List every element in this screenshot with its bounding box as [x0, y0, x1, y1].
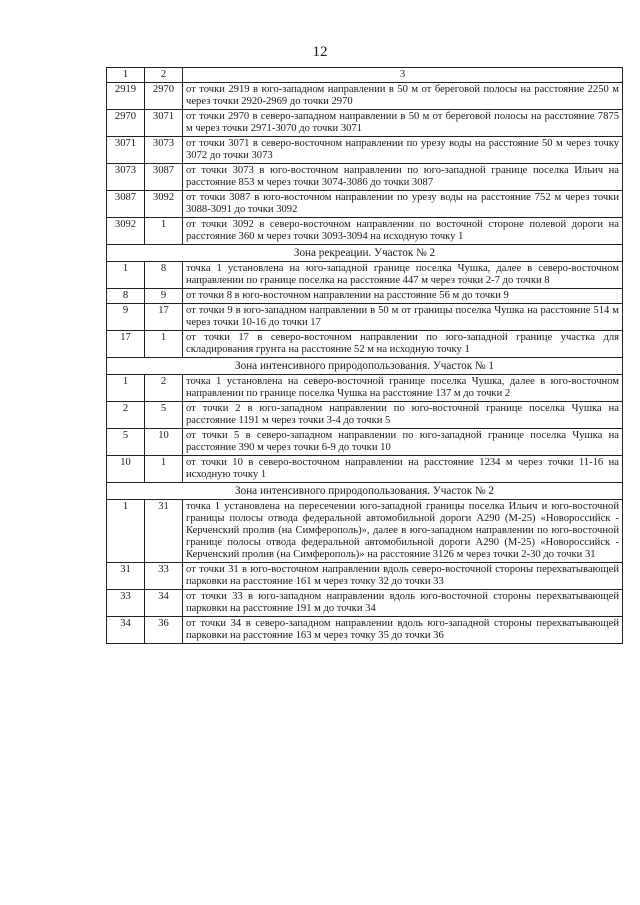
column-header-to: 2 — [145, 68, 183, 83]
table-header-row — [107, 68, 623, 83]
table-row — [107, 617, 623, 644]
segment-description-cell: точка 1 установлена на юго-западной границе поселка Чушка, далее в северо-восточном направлении по границе поселка на расстояние 447 м через точки 2-7 до точки 8 — [183, 262, 623, 289]
segment-description-cell: точка 1 установлена на северо-восточной границе поселка Чушка, далее в юго-восточном направлении по границе поселка Чушка на расстояние 137 м до точки 2 — [183, 375, 623, 402]
point-to-cell: 10 — [145, 429, 183, 456]
segment-description-cell: от точки 8 в юго-восточном направлении на расстояние 56 м до точки 9 — [183, 289, 623, 304]
point-from-cell: 10 — [107, 456, 145, 483]
table-row — [107, 304, 623, 331]
table-row — [107, 262, 623, 289]
segment-description-cell: от точки 3071 в северо-восточном направлении по урезу воды на расстояние 50 м через точку 3072 до точки 3073 — [183, 137, 623, 164]
point-to-cell: 2970 — [145, 83, 183, 110]
table-row — [107, 402, 623, 429]
point-to-cell: 3071 — [145, 110, 183, 137]
column-header-description: 3 — [183, 68, 623, 83]
table-row — [107, 331, 623, 358]
table-row — [107, 191, 623, 218]
point-from-cell: 2970 — [107, 110, 145, 137]
point-from-cell: 3087 — [107, 191, 145, 218]
table-row — [107, 500, 623, 563]
point-from-cell: 9 — [107, 304, 145, 331]
table-row — [107, 375, 623, 402]
point-from-cell: 3092 — [107, 218, 145, 245]
point-to-cell: 3073 — [145, 137, 183, 164]
segment-description-cell: от точки 9 в юго-западном направлении в 50 м от границы поселка Чушка на расстояние 514 м через точки 10-16 до точки 17 — [183, 304, 623, 331]
segment-description-cell: точка 1 установлена на пересечении юго-западной границы поселка Ильич и юго-восточной границы полосы отвода федеральной автомобильной дороги А290 (М-25) «Новороссийск - Керченский пролив (на Симферополь)», далее в юго-западном направлении по юго-восточной границе полосы отвода федеральной автомобильной дороги А290 (М-25) «Новороссийск - Керченский пролив (на Симферополь)» на расстояние 3126 м через точки 2-30 до точки 31 — [183, 500, 623, 563]
segment-description-cell: от точки 3073 в юго-восточном направлении по юго-западной границе поселка Ильич на расстояние 853 м через точки 3074-3086 до точки 3087 — [183, 164, 623, 191]
segment-description-cell: от точки 3087 в юго-восточном направлении по урезу воды на расстояние 752 м через точки 3088-3091 до точки 3092 — [183, 191, 623, 218]
table-row — [107, 110, 623, 137]
point-from-cell: 17 — [107, 331, 145, 358]
segment-description-cell: от точки 2919 в юго-западном направлении в 50 м от береговой полосы на расстояние 2250 м через точки 2920-2969 до точки 2970 — [183, 83, 623, 110]
point-to-cell: 1 — [145, 331, 183, 358]
table-row — [107, 429, 623, 456]
point-from-cell: 3071 — [107, 137, 145, 164]
point-from-cell: 3073 — [107, 164, 145, 191]
point-from-cell: 2 — [107, 402, 145, 429]
table-body — [107, 68, 623, 644]
point-from-cell: 1 — [107, 375, 145, 402]
point-to-cell: 5 — [145, 402, 183, 429]
section-title: Зона рекреации. Участок № 2 — [107, 245, 623, 262]
segment-description-cell: от точки 10 в северо-восточном направлении на расстояние 1234 м через точки 11-16 на исходную точку 1 — [183, 456, 623, 483]
section-title: Зона интенсивного природопользования. Участок № 2 — [107, 483, 623, 500]
table-row — [107, 164, 623, 191]
point-to-cell: 3092 — [145, 191, 183, 218]
table-row — [107, 289, 623, 304]
point-to-cell: 1 — [145, 218, 183, 245]
point-from-cell: 34 — [107, 617, 145, 644]
point-from-cell: 31 — [107, 563, 145, 590]
point-to-cell: 8 — [145, 262, 183, 289]
table-row — [107, 218, 623, 245]
point-from-cell: 33 — [107, 590, 145, 617]
page-number: 12 — [312, 44, 328, 60]
point-to-cell: 2 — [145, 375, 183, 402]
point-to-cell: 3087 — [145, 164, 183, 191]
section-heading-row — [107, 483, 623, 500]
point-to-cell: 9 — [145, 289, 183, 304]
table-row — [107, 83, 623, 110]
segment-description-cell: от точки 2 в юго-западном направлении по юго-восточной границе поселка Чушка на расстояние 1191 м через точки 3-4 до точки 5 — [183, 402, 623, 429]
point-from-cell: 1 — [107, 262, 145, 289]
segment-description-cell: от точки 2970 в северо-западном направлении в 50 м от береговой полосы на расстояние 7875 м через точки 2971-3070 до точки 3071 — [183, 110, 623, 137]
point-to-cell: 34 — [145, 590, 183, 617]
table-row — [107, 137, 623, 164]
table-row — [107, 590, 623, 617]
segment-description-cell: от точки 17 в северо-восточном направлении по юго-западной границе участка для складирования грунта на расстояние 52 м на исходную точку 1 — [183, 331, 623, 358]
point-to-cell: 33 — [145, 563, 183, 590]
point-to-cell: 1 — [145, 456, 183, 483]
table-row — [107, 563, 623, 590]
point-to-cell: 31 — [145, 500, 183, 563]
section-title: Зона интенсивного природопользования. Участок № 1 — [107, 358, 623, 375]
section-heading-row — [107, 358, 623, 375]
segment-description-cell: от точки 31 в юго-восточном направлении вдоль северо-восточной стороны перехватывающей парковки на расстояние 161 м через точку 32 до точки 33 — [183, 563, 623, 590]
section-heading-row — [107, 245, 623, 262]
point-from-cell: 2919 — [107, 83, 145, 110]
point-from-cell: 5 — [107, 429, 145, 456]
point-to-cell: 36 — [145, 617, 183, 644]
point-from-cell: 1 — [107, 500, 145, 563]
segment-description-cell: от точки 5 в северо-западном направлении по юго-западной границе поселка Чушка на расстояние 390 м через точки 6-9 до точки 10 — [183, 429, 623, 456]
table-row — [107, 456, 623, 483]
segment-description-cell: от точки 34 в северо-западном направлении вдоль юго-западной стороны перехватывающей парковки на расстояние 163 м через точку 35 до точки 36 — [183, 617, 623, 644]
segment-description-cell: от точки 33 в юго-западном направлении вдоль юго-восточной стороны перехватывающей парковки на расстояние 191 м до точки 34 — [183, 590, 623, 617]
segment-description-cell: от точки 3092 в северо-восточном направлении по восточной стороне полевой дороги на расстояние 360 м через точки 3093-3094 на исходную точку 1 — [183, 218, 623, 245]
point-to-cell: 17 — [145, 304, 183, 331]
column-header-from: 1 — [107, 68, 145, 83]
point-from-cell: 8 — [107, 289, 145, 304]
boundary-description-table — [106, 67, 623, 644]
